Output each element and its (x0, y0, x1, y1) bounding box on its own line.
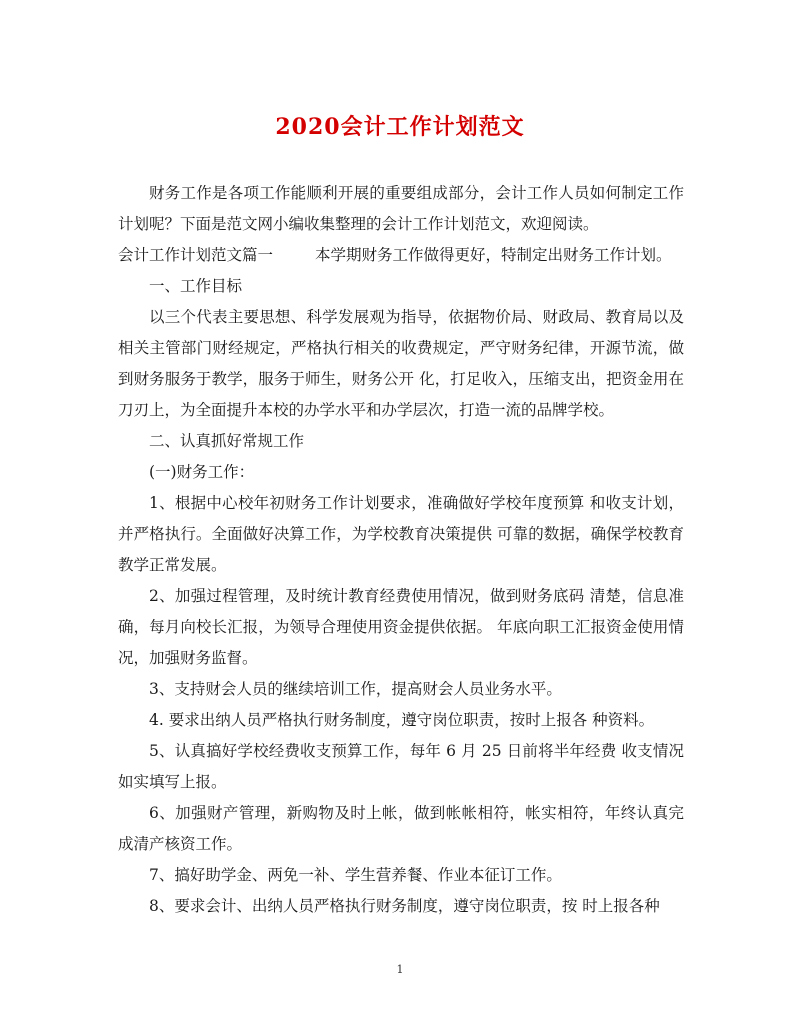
list-item-5: 5、认真搞好学校经费收支预算工作，每年 6 月 25 日前将半年经费 收支情况如实填写上报。 (118, 742, 684, 791)
list-item-7: 7、搞好助学金、两免一补、学生营养餐、作业本征订工作。 (149, 866, 562, 884)
list-item-8: 8、要求会计、出纳人员严格执行财务制度，遵守岗位职责，按 时上报各种 (149, 897, 660, 915)
document-title: 2020会计工作计划范文 (275, 114, 525, 140)
list-item-1: 1、根据中心校年初财务工作计划要求，准确做好学校年度预算 和收支计划，并严格执行。全面做好决算工作，为学校教育决策提供 可靠的数据，确保学校教育教学正常发展。 (118, 494, 684, 574)
heading-routine-work: 二、认真抓好常规工作 (149, 432, 305, 450)
heading-work-goals: 一、工作目标 (149, 277, 243, 295)
section-label: 会计工作计划范文篇一 (118, 246, 274, 264)
section-intro-line (118, 240, 684, 271)
intro-paragraph: 财务工作是各项工作能顺利开展的重要组成部分，会计工作人员如何制定工作计划呢？下面是范文网小编收集整理的会计工作计划范文，欢迎阅读。 (118, 184, 684, 233)
page-number: 1 (396, 963, 404, 976)
list-item-4: 4. 要求出纳人员严格执行财务制度，遵守岗位职责，按时上报各 种资料。 (149, 711, 655, 729)
sub-heading-finance: (一)财务工作： (149, 463, 255, 481)
list-item-3: 3、支持财会人员的继续培训工作，提高财会人员业务水平。 (149, 680, 562, 698)
list-item-2: 2、加强过程管理，及时统计教育经费使用情况，做到财务底码 清楚，信息准确，每月向校长汇报，为领导合理使用资金提供依据。 年底向职工汇报资金使用情况，加强财务监督。 (118, 587, 684, 667)
paragraph-goals: 以三个代表主要思想、科学发展观为指导，依据物价局、财政局、教育局以及相关主管部门财经规定，严格执行相关的收费规定，严守财务纪律，开源节流，做到财务服务于教学，服务于师生，财务公开 化，打足收入，压缩支出，把资金用在刀刃上，为全面提升本校的办学水平和办学层次，打造一流的品牌学校。 (118, 308, 684, 419)
document-body (118, 178, 684, 922)
section-first-line: 本学期财务工作做得更好，特制定出财务工作计划。 (315, 246, 672, 264)
list-item-6: 6、加强财产管理，新购物及时上帐，做到帐帐相符，帐实相符，年终认真完成清产核资工作。 (118, 804, 684, 853)
